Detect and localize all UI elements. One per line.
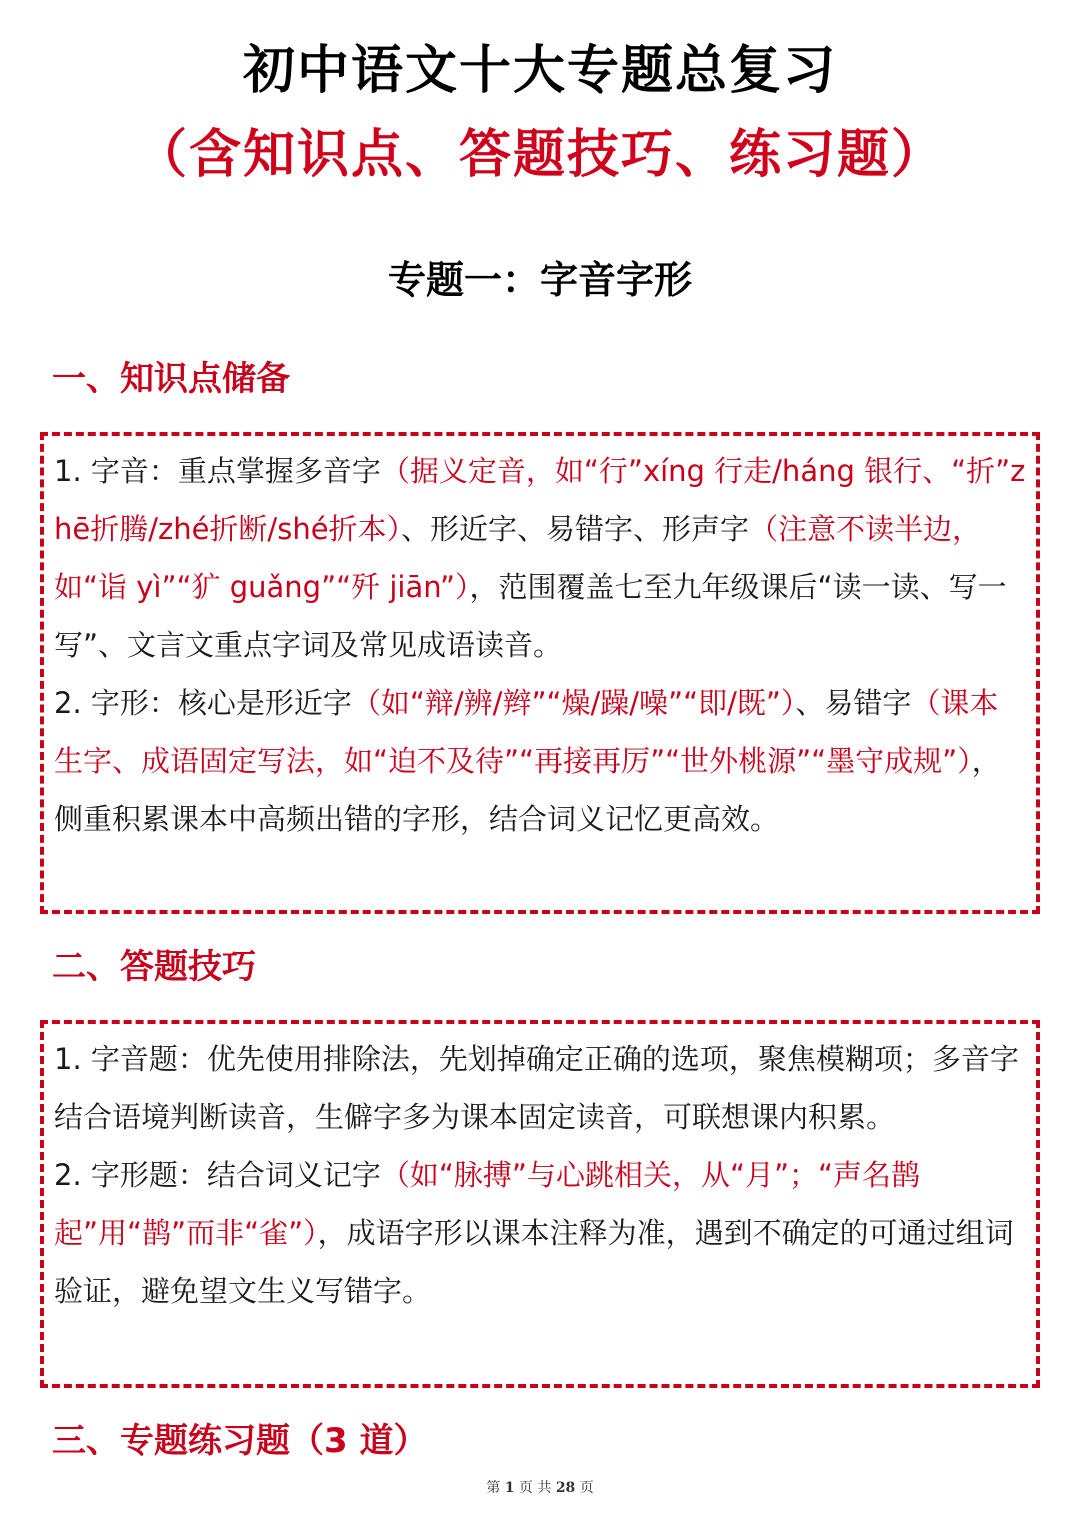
footer-total-pages: 28 xyxy=(555,1480,576,1496)
text-segment: ，成语字形以课本注释为准，遇到不确定的可通过组词验证，避免望文生义写错字。 xyxy=(54,1216,1014,1308)
document-subtitle: （含知识点、答题技巧、练习题） xyxy=(134,125,945,185)
highlight-segment: （如“辩/辨/辫”“燥/躁/噪”“即/既”） xyxy=(351,686,796,720)
knowledge-box xyxy=(40,432,1040,914)
highlight-segment: （如“脉搏”与心跳相关，从“月”；“声名鹊起”用“鹊”而非“雀”） xyxy=(54,1158,921,1250)
highlight-segment: （注意不读半边，如“诣 yì”“犷 guǎng”“歼 jiān”） xyxy=(54,512,982,604)
text-segment: 1. 字音：重点掌握多音字 xyxy=(54,454,381,488)
topic-title: 专题一：字音字形 xyxy=(387,258,692,302)
section-heading-knowledge: 一、知识点储备 xyxy=(52,359,290,399)
text-segment: ，侧重积累课本中高频出错的字形，结合词义记忆更高效。 xyxy=(54,744,1001,836)
knowledge-paragraph-glyph xyxy=(54,674,1026,848)
text-segment: ，范围覆盖七至九年级课后“读一读、写一写”、文言文重点字词及常见成语读音。 xyxy=(54,570,1007,662)
text-segment: 1. 字音题：优先使用排除法，先划掉确定正确的选项，聚焦模糊项；多音字结合语境判断读音，生僻字多为课本固定读音，可联想课内积累。 xyxy=(54,1042,1019,1134)
document-title: 初中语文十大专题总复习 xyxy=(242,41,837,101)
highlight-segment: （课本生字、成语固定写法，如“迫不及待”“再接再厉”“世外桃源”“墨守成规”） xyxy=(54,686,999,778)
footer-page-number: 1 xyxy=(504,1480,515,1496)
footer-middle: 页 共 xyxy=(518,1480,552,1496)
footer-suffix: 页 xyxy=(579,1480,594,1496)
tips-paragraph-glyph xyxy=(54,1146,1026,1320)
section-heading-tips: 二、答题技巧 xyxy=(52,947,256,987)
text-segment: 、易错字 xyxy=(795,686,912,720)
text-segment: 2. 字形题：结合词义记字 xyxy=(54,1158,381,1192)
tips-box xyxy=(40,1020,1040,1388)
text-segment: 、形近字、易错字、形声字 xyxy=(401,512,750,546)
page-footer xyxy=(0,1476,1080,1500)
footer-prefix: 第 xyxy=(486,1480,501,1496)
highlight-segment: （据义定音，如“行”xíng 行走/háng 银行、“折”zhē折腾/zhé折断/shé折本） xyxy=(54,454,1026,546)
section-heading-exercises: 三、专题练习题（3 道） xyxy=(52,1421,428,1461)
tips-paragraph-pronunciation xyxy=(54,1030,1026,1146)
text-segment: 2. 字形：核心是形近字 xyxy=(54,686,352,720)
knowledge-paragraph-pronunciation xyxy=(54,442,1026,674)
